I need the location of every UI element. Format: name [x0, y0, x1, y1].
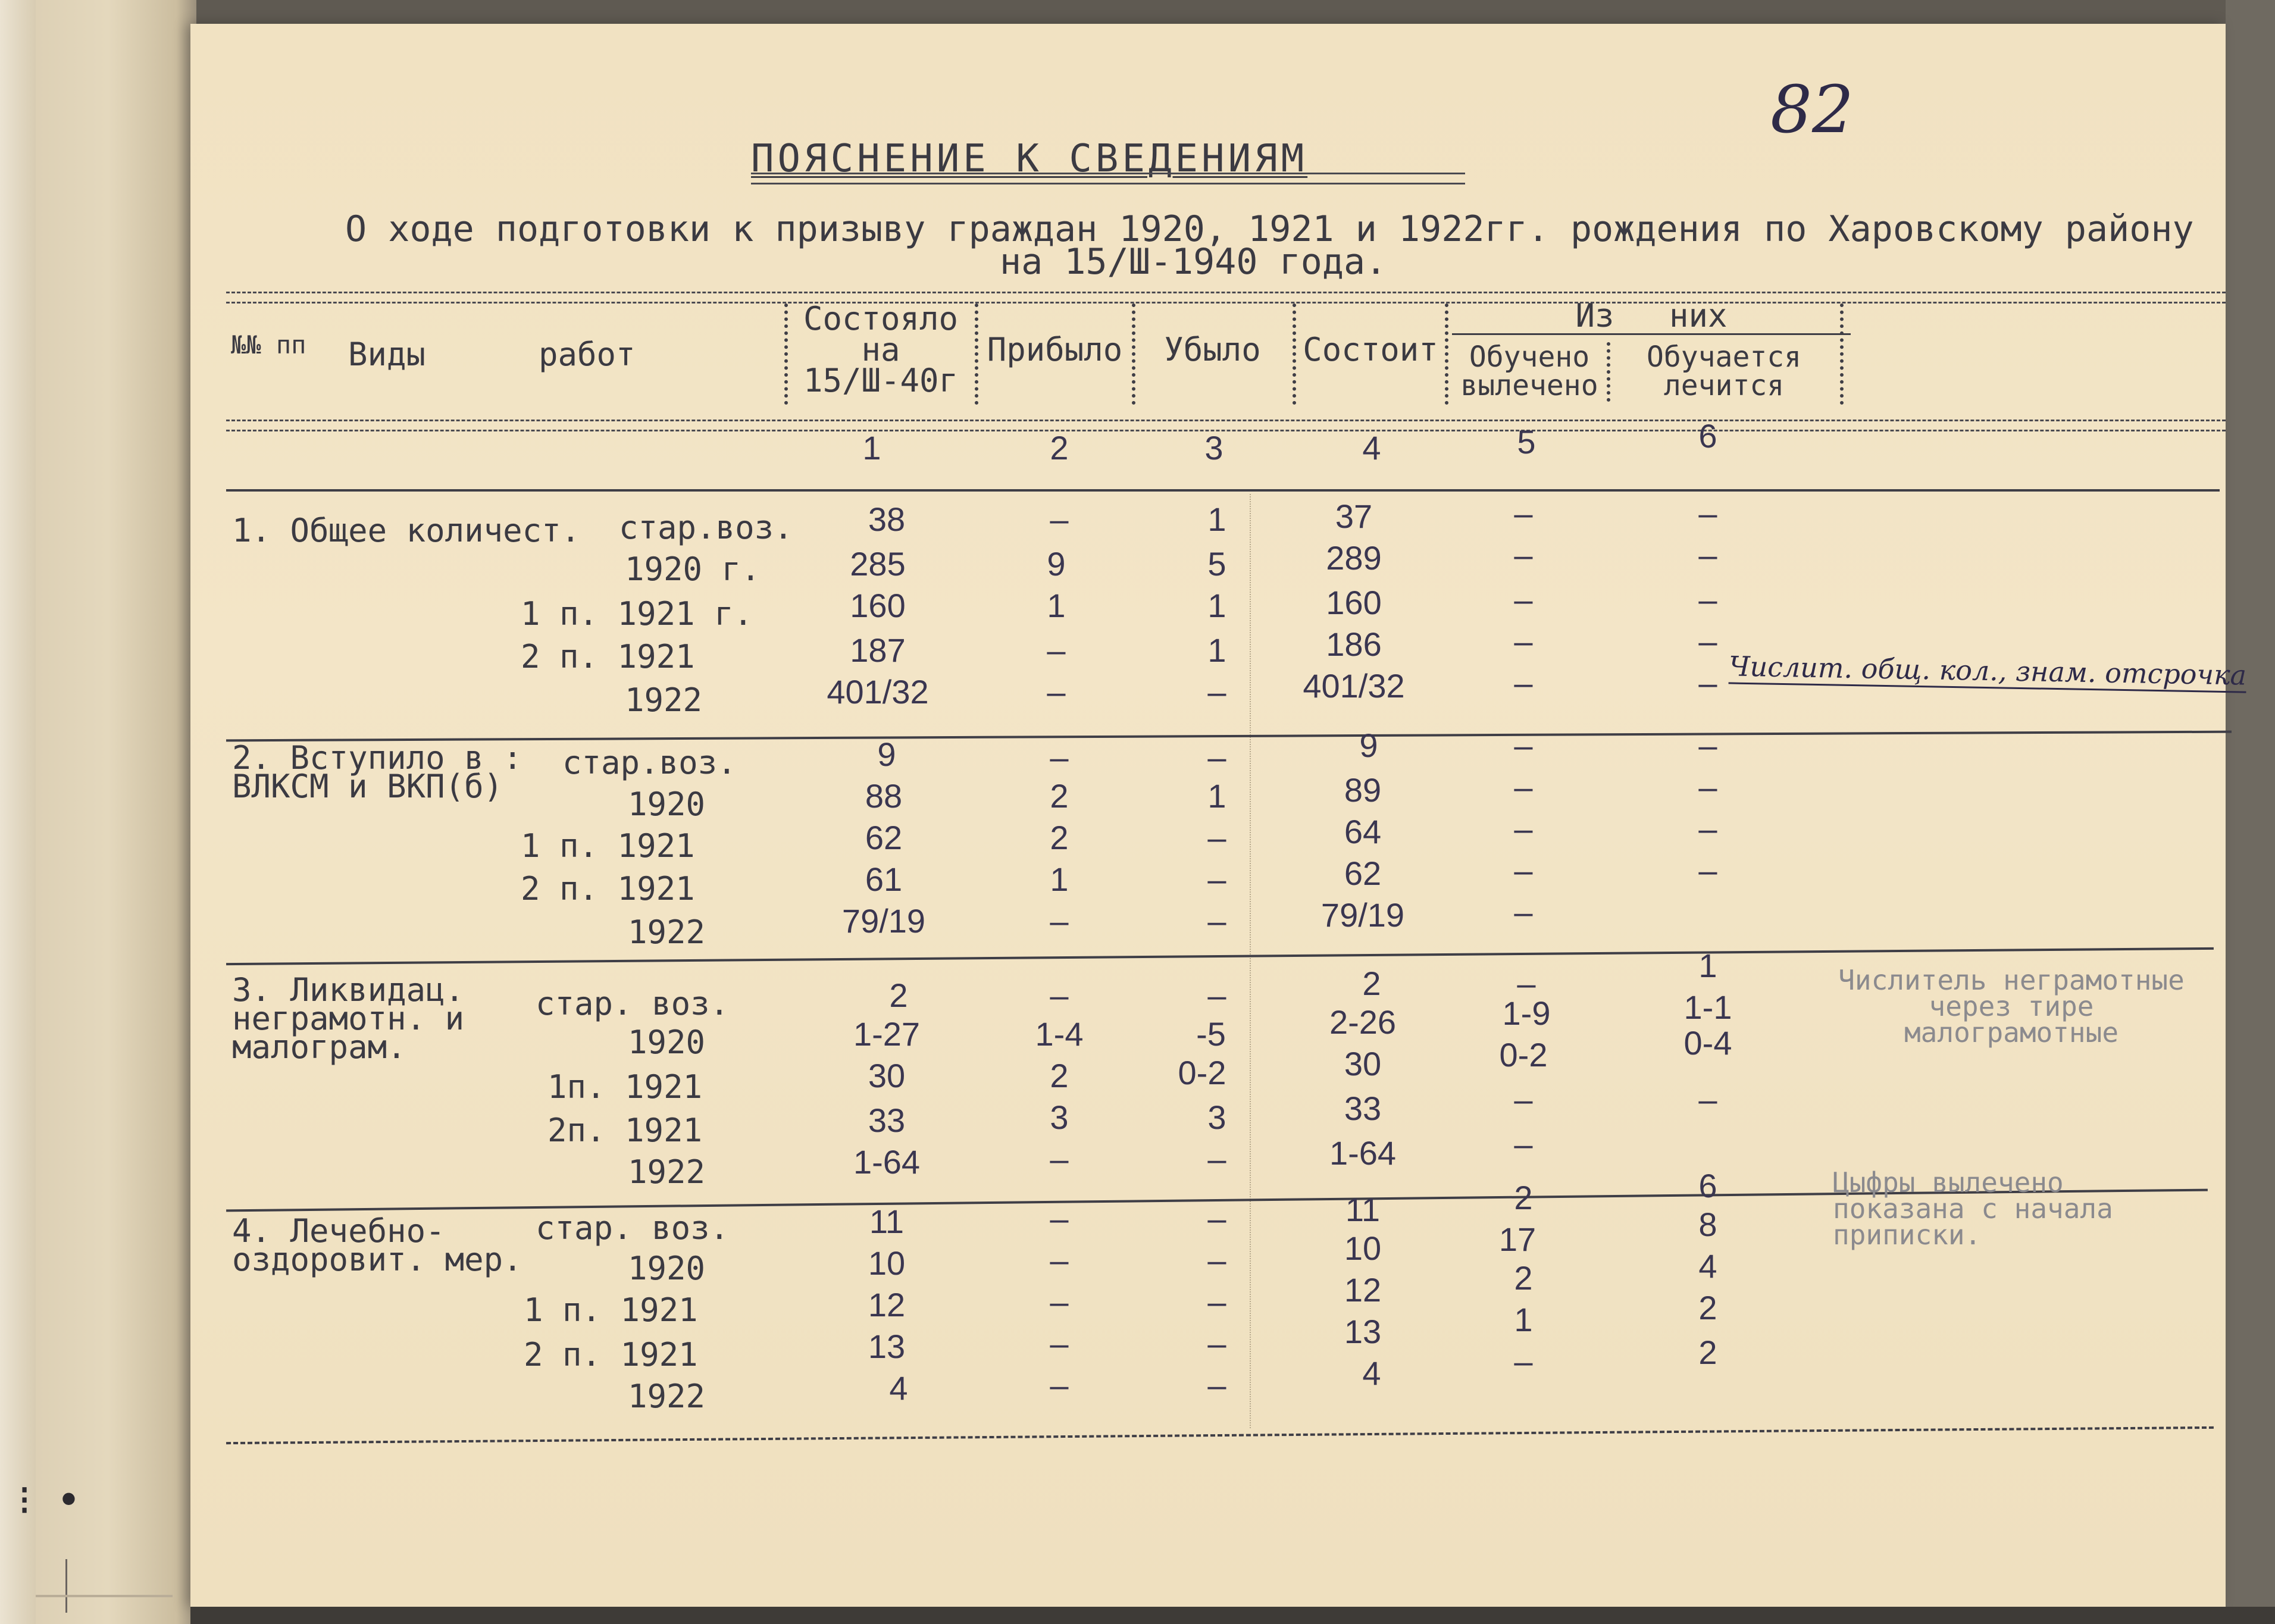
header-works: работ	[539, 336, 636, 373]
cell-col1: 38	[868, 500, 906, 538]
cell-col2: –	[1050, 739, 1069, 776]
row-group: 1922	[628, 913, 706, 951]
document-title: ПОЯСНЕНИЕ К СВЕДЕНИЯМ	[751, 137, 1308, 181]
title-double-rule	[751, 173, 1465, 184]
cell-col6: 2	[1698, 1334, 1717, 1371]
header-kinds: Виды	[348, 336, 426, 373]
header-number: №№ пп	[231, 330, 306, 359]
section-3-note: Числитель неграмотные через тире малограмотные	[1838, 964, 2185, 1049]
cell-col2: –	[1050, 1140, 1069, 1178]
document-date-line: на 15/Ш-1940 года.	[1000, 241, 1387, 283]
cell-col6: –	[1698, 1081, 1717, 1118]
cell-col4: 13	[1344, 1313, 1382, 1350]
cell-col3: –	[1207, 1241, 1226, 1279]
cell-col4: 12	[1344, 1271, 1382, 1309]
cell-col5: –	[1514, 893, 1533, 931]
page-number: 82	[1770, 71, 1854, 148]
header-divider-3	[1132, 303, 1135, 405]
ink-dots: ⁝ •	[18, 1476, 82, 1525]
cell-col3: 1	[1207, 631, 1226, 669]
cell-col1: 10	[868, 1244, 906, 1282]
cell-col6: –	[1698, 727, 1717, 764]
row-group: 2 п. 1921	[521, 870, 695, 908]
cell-col4: 401/32	[1303, 667, 1405, 705]
cell-col5: 2	[1514, 1179, 1533, 1216]
cell-col1: 79/19	[841, 902, 926, 940]
header-col1-line2: на	[861, 331, 900, 368]
cell-col6: –	[1698, 536, 1717, 574]
header-divider-5	[1445, 303, 1448, 405]
cell-col6: –	[1698, 622, 1717, 660]
header-col5-line1: Обучено	[1469, 340, 1590, 374]
cell-col3: –	[1207, 902, 1226, 940]
cell-col1: 1-27	[853, 1015, 921, 1053]
cell-col6: 1	[1698, 947, 1717, 984]
cell-col2: –	[1050, 902, 1069, 940]
column-number-5: 5	[1517, 423, 1536, 461]
header-divider-6	[1607, 342, 1610, 402]
document-subtitle: О ходе подготовки к призыву граждан 1920, 1921 и 1922гг. рождения по Харовскому району	[345, 208, 2194, 250]
header-divider-2	[975, 303, 978, 405]
cell-col1: 30	[868, 1057, 906, 1094]
cell-col5: –	[1514, 1343, 1533, 1380]
cell-col6: 8	[1698, 1206, 1717, 1243]
cell-col6: 6	[1698, 1167, 1717, 1204]
column-numbers-rule	[226, 489, 2220, 492]
cell-col2: –	[1050, 1241, 1069, 1279]
section-4-label: 4. Лечебно- оздоровит. мер.	[232, 1212, 522, 1278]
cell-col1: 88	[865, 777, 903, 815]
row-group: 1922	[625, 681, 703, 719]
cell-col4: 289	[1326, 539, 1382, 577]
cell-col3: –	[1207, 1283, 1226, 1321]
row-group: стар.воз.	[619, 509, 793, 546]
cell-col5: –	[1514, 622, 1533, 660]
cell-col3: 1	[1207, 587, 1226, 624]
row-group: 2п. 1921	[547, 1112, 703, 1149]
header-col5-line2: вылечено	[1460, 369, 1598, 402]
cell-col3: –	[1207, 819, 1226, 856]
cell-col5: 2	[1514, 1259, 1533, 1297]
cell-col5: –	[1514, 495, 1533, 532]
cell-col1: 11	[869, 1203, 905, 1240]
cell-col4: 30	[1344, 1045, 1382, 1082]
cell-col4: 2	[1362, 965, 1381, 1002]
row-group: 1920 г.	[625, 550, 761, 588]
cell-col5: –	[1517, 965, 1536, 1002]
section-3-label: 3. Ликвидац. неграмотн. и малограм.	[232, 971, 465, 1066]
cell-col5: –	[1514, 727, 1533, 764]
cell-col4: 160	[1326, 584, 1382, 621]
cell-col4: 4	[1362, 1354, 1381, 1392]
header-col1-line1: Состояло	[803, 300, 959, 337]
cell-col2: –	[1050, 1366, 1069, 1404]
header-col6-line1: Обучается	[1646, 340, 1802, 374]
cell-col6: –	[1698, 852, 1717, 889]
header-top-rule	[226, 292, 2226, 303]
row-group: 1 п. 1921 г.	[521, 595, 753, 633]
cell-col5: –	[1514, 852, 1533, 889]
background-bottom	[190, 1607, 2275, 1624]
cell-col1: 61	[865, 860, 903, 898]
cell-col3: –	[1207, 739, 1226, 776]
header-col4: Состоит	[1303, 331, 1438, 368]
cell-col1: 2	[889, 977, 908, 1014]
cell-col1: 13	[868, 1328, 906, 1365]
row-group: 1922	[628, 1378, 706, 1415]
row-group: 2 п. 1921	[524, 1336, 698, 1373]
cell-col5: –	[1514, 1081, 1533, 1118]
cell-col4: 10	[1344, 1229, 1382, 1267]
cell-col3: –	[1207, 1200, 1226, 1237]
cell-col3: 3	[1207, 1099, 1226, 1136]
cell-col3: –	[1207, 977, 1226, 1014]
cell-col5: –	[1514, 1125, 1533, 1163]
cell-col1: 33	[868, 1102, 906, 1139]
row-group: стар. воз.	[536, 1209, 730, 1247]
cell-col5: 1-9	[1502, 994, 1551, 1032]
row-group: 1920	[628, 1024, 706, 1061]
cell-col4: 89	[1344, 771, 1382, 809]
cell-col5: –	[1514, 536, 1533, 574]
cell-col2: –	[1050, 1325, 1069, 1362]
cell-col3: –	[1207, 1325, 1226, 1362]
cell-col3: –	[1207, 1140, 1226, 1178]
section-1-label: 1. Общее количест.	[232, 512, 581, 549]
cell-col4: 1-64	[1329, 1134, 1397, 1172]
row-group: 1920	[628, 1250, 706, 1287]
cell-col4: 79/19	[1320, 896, 1405, 934]
cell-col6: –	[1698, 768, 1717, 806]
cell-col2: –	[1050, 1283, 1069, 1321]
row-group: 1 п. 1921	[521, 827, 695, 865]
header-col6-line2: лечится	[1663, 369, 1785, 402]
cell-col6: –	[1698, 664, 1717, 702]
cell-col3: –	[1207, 673, 1226, 711]
cell-col5: –	[1514, 664, 1533, 702]
column-number-6: 6	[1698, 417, 1717, 455]
cell-col4: 64	[1344, 813, 1382, 850]
cell-col2: 1	[1050, 860, 1069, 898]
page-strip	[0, 0, 36, 1624]
cell-col6: 2	[1698, 1289, 1717, 1326]
header-col2: Прибыло	[987, 331, 1123, 368]
header-divider-1	[784, 303, 788, 405]
cell-col2: 1-4	[1035, 1015, 1084, 1053]
cell-col6: –	[1698, 810, 1717, 847]
section-2-label: 2. Вступило в : ВЛКСМ и ВКП(б)	[232, 739, 522, 805]
cell-col2: –	[1050, 1200, 1069, 1237]
cell-col3: -5	[1196, 1015, 1226, 1053]
cell-col1: 401/32	[827, 673, 929, 711]
cell-col3: 1	[1207, 777, 1226, 815]
cell-col6: 4	[1698, 1247, 1717, 1285]
row-group: 2 п. 1921	[521, 638, 695, 675]
cell-col4: 186	[1326, 625, 1382, 663]
row-group: 1920	[628, 786, 706, 823]
column-number-2: 2	[1050, 429, 1069, 467]
cell-col5: –	[1514, 810, 1533, 847]
paper-edge	[36, 1595, 173, 1597]
section-4-note: Цыфры вылечено показана с начала приписки.	[1833, 1166, 2113, 1251]
cell-col2: 2	[1050, 819, 1069, 856]
cell-col5: 1	[1514, 1301, 1533, 1338]
cell-col3: –	[1207, 860, 1226, 898]
cell-col1: 187	[850, 631, 906, 669]
cell-col4: 2-26	[1329, 1003, 1397, 1041]
cell-col1: 285	[850, 545, 906, 583]
header-col3: Убыло	[1164, 331, 1261, 368]
header-col56: Из них	[1575, 297, 1728, 334]
cell-col1: 160	[850, 587, 906, 624]
cell-col1: 62	[865, 819, 903, 856]
previous-page-edge	[0, 0, 196, 1624]
cell-col2: –	[1050, 977, 1069, 1014]
cell-col4: 62	[1344, 855, 1382, 892]
cell-col4: 9	[1359, 727, 1378, 764]
cell-col2: 3	[1050, 1099, 1069, 1136]
cell-col1: 1-64	[853, 1143, 921, 1181]
cell-col4: 11	[1345, 1191, 1381, 1228]
cell-col2: 2	[1050, 777, 1069, 815]
row-group: 1 п. 1921	[524, 1291, 698, 1329]
row-group: 1922	[628, 1153, 706, 1191]
cell-col5: 0-2	[1499, 1036, 1548, 1074]
cell-col2: 9	[1047, 545, 1066, 583]
background-right	[2226, 0, 2275, 1624]
cell-col2: –	[1050, 500, 1069, 538]
cell-col3: 1	[1207, 500, 1226, 538]
row-group: 1п. 1921	[547, 1068, 703, 1106]
cell-col3: 0-2	[1178, 1054, 1226, 1091]
column-number-3: 3	[1204, 429, 1223, 467]
cell-col4: 33	[1344, 1090, 1382, 1127]
cell-col2: –	[1047, 631, 1066, 669]
cell-col4: 37	[1335, 497, 1373, 535]
cell-col3: –	[1207, 1366, 1226, 1404]
cell-col5: 17	[1498, 1221, 1537, 1258]
header-divider-7	[1840, 303, 1844, 405]
column-number-4: 4	[1362, 429, 1381, 467]
cell-col5: –	[1514, 768, 1533, 806]
section-1-handwritten-note: Числит. общ. кол., знам. отсрочка	[1729, 650, 2247, 693]
cell-col6: –	[1698, 495, 1717, 532]
row-group: стар. воз.	[536, 985, 730, 1022]
cell-col2: –	[1047, 673, 1066, 711]
row-group: стар.воз.	[562, 744, 737, 781]
cell-col6: 0-4	[1683, 1024, 1732, 1062]
cell-col2: 1	[1047, 587, 1066, 624]
pencil-mark	[65, 1559, 67, 1613]
cell-col2: 2	[1050, 1057, 1069, 1094]
cell-col1: 12	[868, 1286, 906, 1323]
cell-col1: 4	[889, 1369, 908, 1407]
cell-col6: –	[1698, 581, 1717, 618]
column-number-1: 1	[862, 429, 881, 467]
cell-col5: –	[1514, 581, 1533, 618]
cell-col3: 5	[1207, 545, 1226, 583]
cell-col1: 9	[877, 736, 896, 773]
header-col1-line3: 15/Ш-40г	[803, 362, 959, 399]
cell-col6: 1-1	[1683, 988, 1732, 1026]
